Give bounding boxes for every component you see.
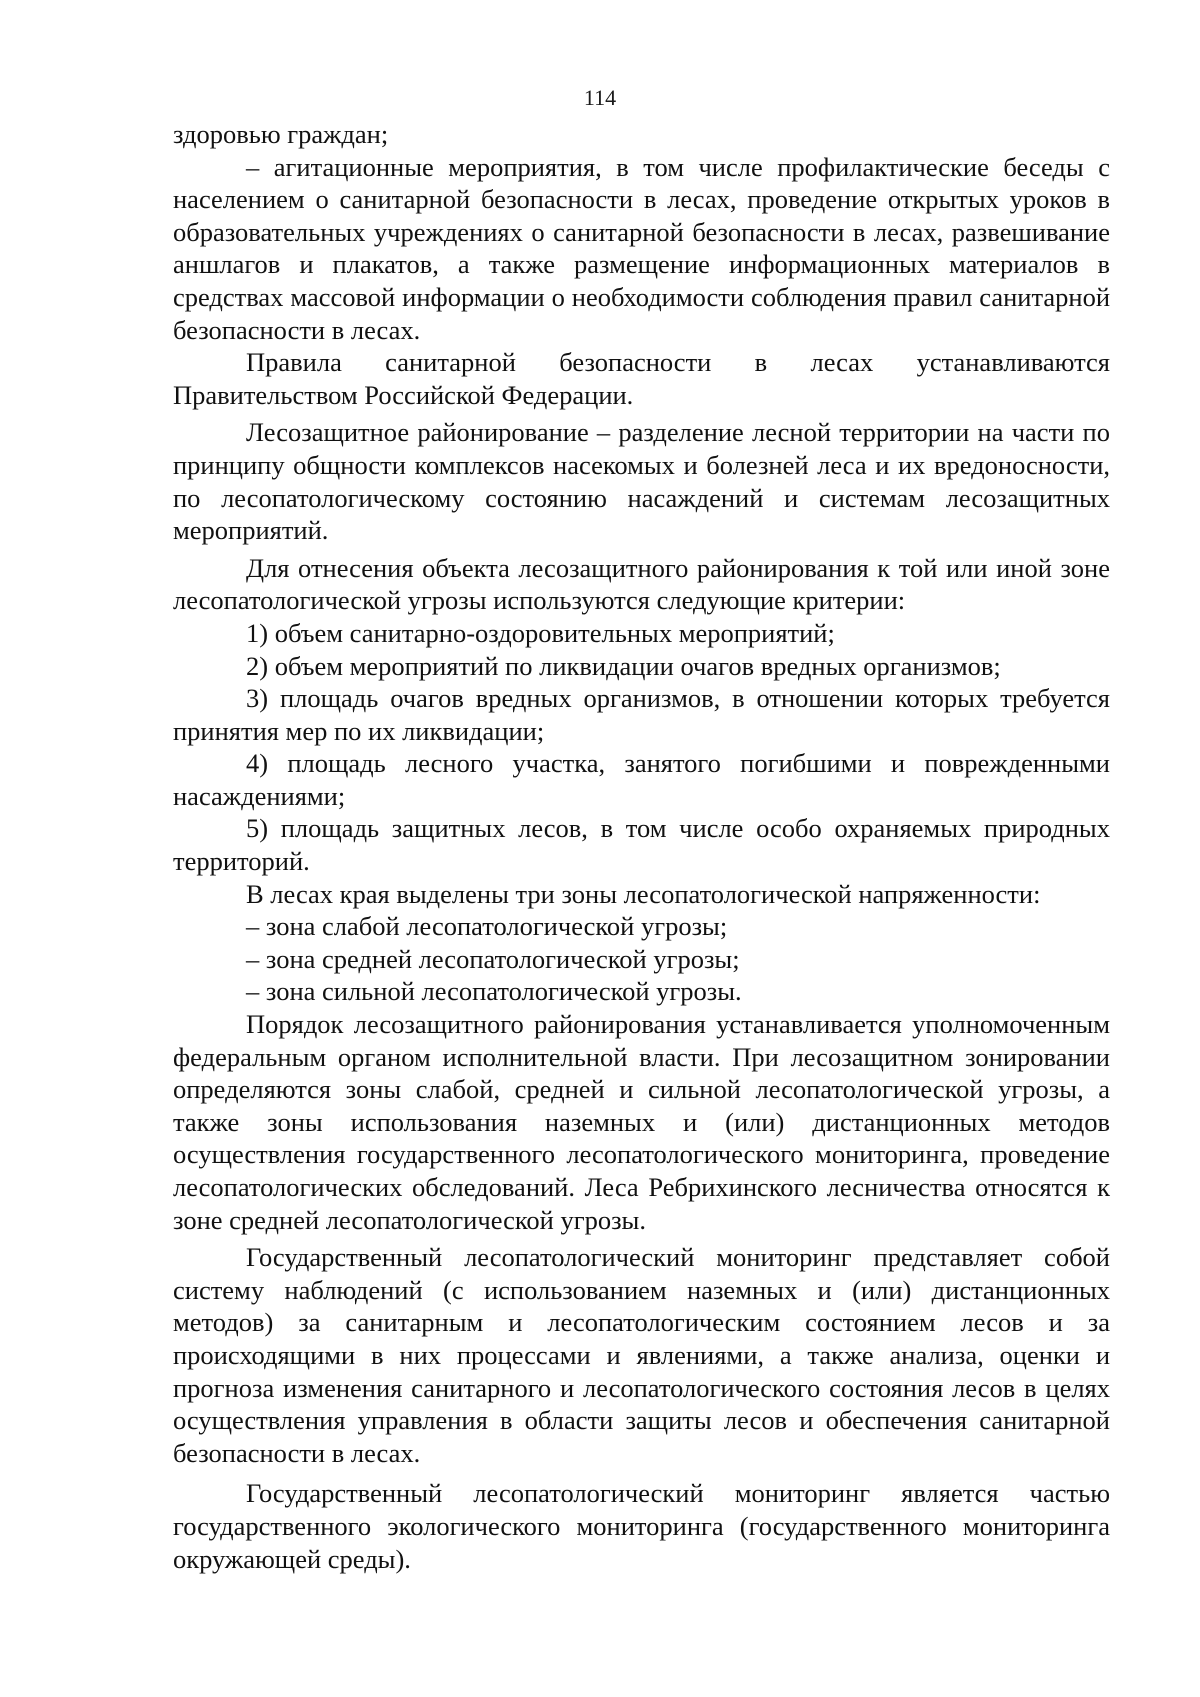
paragraph-criteria-intro: Для отнесения объекта лесозащитного районирования к той или иной зоне лесопатологической угрозы используются следующие критерии: <box>173 552 1110 616</box>
criteria-item-3: 3) площадь очагов вредных организмов, в отношении которых требуется принятия мер по их ликвидации; <box>173 683 1110 746</box>
document-body <box>173 118 1110 1575</box>
paragraph-zoning-procedure: Порядок лесозащитного районирования устанавливается уполномоченным федеральным органом исполнительной власти. При лесозащитном зонировании определяются зоны слабой, средней и сильной лесопатологической угрозы, а также зоны использования наземных и (или) дистанционных методов осуществления государственного лесопатологического мониторинга, проведение лесопатологических обследований. Леса Ребрихинского лесничества относятся к зоне средней лесопатологической угрозы. <box>173 1009 1110 1235</box>
criteria-item-1: 1) объем санитарно-оздоровительных мероприятий; <box>246 617 835 648</box>
zone-item-strong: – зона сильной лесопатологической угрозы. <box>246 976 742 1007</box>
paragraph-three-zones: В лесах края выделены три зоны лесопатологической напряженности: <box>246 878 1041 909</box>
paragraph-monitoring-part: Государственный лесопатологический мониторинг является частью государственного экологического мониторинга (государственного мониторинга окружающей среды). <box>173 1478 1110 1574</box>
criteria-item-2: 2) объем мероприятий по ликвидации очагов вредных организмов; <box>246 650 1001 681</box>
paragraph-continuation: здоровью граждан; <box>173 119 389 149</box>
zone-item-weak: – зона слабой лесопатологической угрозы; <box>246 911 728 942</box>
criteria-item-4: 4) площадь лесного участка, занятого погибшими и поврежденными насаждениями; <box>173 748 1110 811</box>
zone-item-medium: – зона средней лесопатологической угрозы; <box>246 943 740 974</box>
paragraph-monitoring-definition: Государственный лесопатологический мониторинг представляет собой систему наблюдений (с использованием наземных и (или) дистанционных методов) за санитарным и лесопатологическим состоянием лесов и за происходящими в них процессами и явлениями, а также анализа, оценки и прогноза изменения санитарного и лесопатологического состояния лесов в целях осуществления управления в области защиты лесов и обеспечения санитарной безопасности в лесах. <box>173 1242 1110 1468</box>
paragraph-sanitary-rules: Правила санитарной безопасности в лесах устанавливаются Правительством Российской Федерации. <box>173 347 1110 410</box>
criteria-item-5: 5) площадь защитных лесов, в том числе особо охраняемых природных территорий. <box>173 813 1110 877</box>
paragraph-agitation-measures: – агитационные мероприятия, в том числе профилактические беседы с населением о санитарной безопасности в лесах, проведение открытых уроков в образовательных учреждениях о санитарной безопасности в лесах, развешивание аншлагов и плакатов, а также размещение информационных материалов в средствах массовой информации о необходимости соблюдения правил санитарной безопасности в лесах. <box>173 151 1110 345</box>
page-number: 114 <box>583 85 617 110</box>
paragraph-forest-zoning-definition: Лесозащитное районирование – разделение лесной территории на части по принципу общности комплексов насекомых и болезней леса и их вредоносности, по лесопатологическому состоянию насаждений и системам лесозащитных мероприятий. <box>173 417 1110 546</box>
